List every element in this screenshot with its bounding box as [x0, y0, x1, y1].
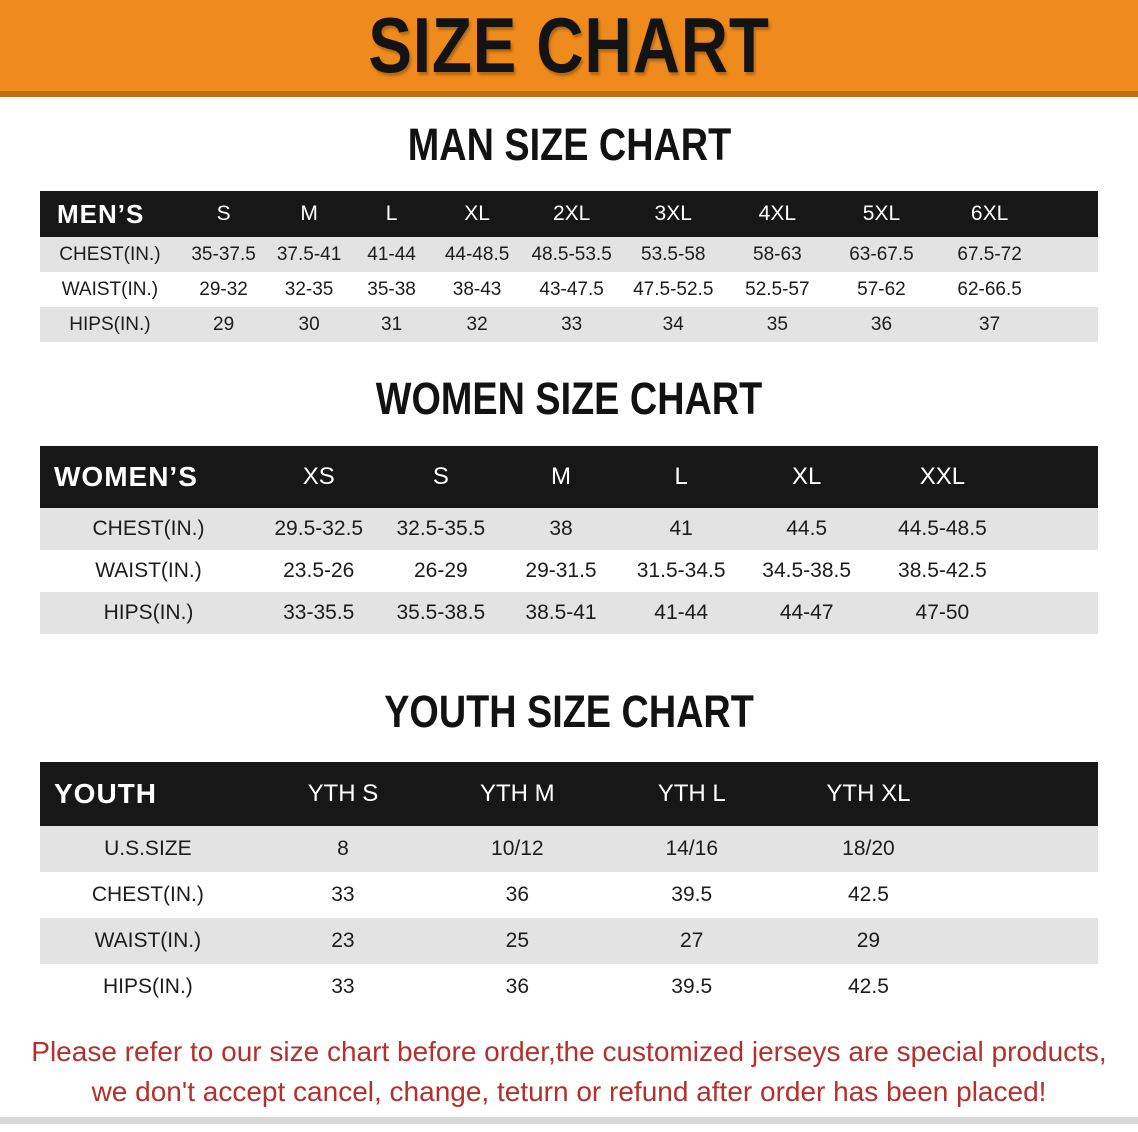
- men-waist-cell: 38-43: [452, 278, 502, 300]
- women-size-header: XS: [302, 463, 335, 490]
- men-chest-cell: 41-44: [367, 243, 416, 265]
- youth-ussize-cell: 8: [337, 837, 349, 860]
- youth-waist-row: [40, 918, 1098, 964]
- men-corner-label: MEN’S: [57, 198, 145, 229]
- women-hips-cell: 38.5-41: [525, 601, 597, 624]
- youth-header-row: [40, 762, 1098, 826]
- women-hips-cell: 35.5-38.5: [396, 601, 486, 624]
- men-size-header: XL: [464, 202, 490, 225]
- men-chest-cell: 67.5-72: [957, 243, 1022, 265]
- men-size-header: 4XL: [758, 202, 797, 225]
- men-size-header: S: [216, 202, 231, 225]
- youth-waist-cell: 29: [856, 929, 881, 952]
- youth-hips-cell: 33: [331, 975, 355, 998]
- men-hips-cell: 34: [662, 313, 684, 335]
- women-hips-row: [40, 592, 1098, 634]
- women-size-header: L: [674, 463, 688, 490]
- men-chest-cell: 48.5-53.5: [531, 243, 612, 265]
- men-waist-cell: 43-47.5: [539, 278, 604, 300]
- disclaimer-line-1: Please refer to our size chart before order,the customized jerseys are special products,: [31, 1036, 1107, 1067]
- women-waist-cell: 38.5-42.5: [898, 559, 987, 582]
- men-hips-cell: 33: [561, 313, 583, 335]
- youth-ussize-cell: 10/12: [491, 837, 544, 860]
- men-waist-cell: 52.5-57: [745, 278, 810, 300]
- row-label: U.S.SIZE: [104, 837, 192, 860]
- youth-hips-cell: 39.5: [671, 975, 713, 998]
- men-waist-cell: 32-35: [284, 278, 334, 300]
- men-hips-cell: 30: [298, 313, 320, 335]
- row-label: CHEST(IN.): [92, 517, 205, 540]
- men-size-table: [40, 191, 1098, 342]
- men-section-title: MAN SIZE CHART: [407, 119, 731, 170]
- youth-size-header: YTH L: [657, 780, 726, 807]
- disclaimer-line-2: we don't accept cancel, change, teturn or refund after order has been placed!: [91, 1076, 1047, 1107]
- women-hips-cell: 41-44: [654, 601, 709, 624]
- women-chest-row: [40, 508, 1098, 550]
- banner-title: SIZE CHART: [368, 1, 770, 89]
- men-size-header: 2XL: [552, 202, 591, 225]
- youth-chest-cell: 39.5: [671, 883, 713, 906]
- men-size-header: 3XL: [654, 202, 692, 225]
- women-hips-cell: 47-50: [915, 601, 970, 624]
- women-size-header: M: [551, 463, 571, 490]
- women-section-title: WOMEN SIZE CHART: [375, 373, 763, 424]
- women-size-table: [40, 446, 1098, 634]
- youth-hips-cell: 36: [505, 975, 529, 998]
- women-size-header: XXL: [919, 463, 966, 490]
- youth-corner-label: YOUTH: [54, 778, 157, 809]
- men-size-header: 5XL: [862, 202, 901, 225]
- men-chest-cell: 63-67.5: [849, 243, 914, 265]
- women-chest-cell: 41: [669, 517, 693, 540]
- youth-chest-row: [40, 872, 1098, 918]
- men-chest-cell: 58-63: [753, 243, 802, 265]
- row-label: HIPS(IN.): [103, 601, 194, 624]
- men-chest-cell: 53.5-58: [641, 243, 706, 265]
- youth-waist-cell: 27: [680, 929, 704, 952]
- youth-hips-row: [40, 964, 1098, 1010]
- men-header-row: [40, 191, 1098, 237]
- youth-size-header: YTH M: [479, 780, 555, 807]
- women-waist-cell: 23.5-26: [283, 559, 355, 582]
- women-waist-cell: 29-31.5: [525, 559, 597, 582]
- men-size-header: L: [385, 202, 398, 225]
- men-hips-cell: 29: [213, 313, 235, 335]
- row-label: CHEST(IN.): [91, 883, 204, 906]
- youth-size-header: YTH S: [307, 780, 379, 807]
- disclaimer-note: [0, 1032, 1138, 1112]
- women-chest-cell: 32.5-35.5: [396, 517, 486, 540]
- women-waist-cell: 26-29: [413, 559, 468, 582]
- women-size-header: XL: [791, 463, 822, 490]
- bottom-divider: [0, 1117, 1138, 1124]
- women-chest-cell: 44.5-48.5: [898, 517, 987, 540]
- women-chest-cell: 44.5: [786, 517, 828, 540]
- size-chart-banner: [0, 0, 1138, 97]
- women-waist-row: [40, 550, 1098, 592]
- youth-ussize-cell: 18/20: [842, 837, 895, 860]
- women-hips-cell: 33-35.5: [283, 601, 355, 624]
- men-chest-cell: 35-37.5: [191, 243, 256, 265]
- men-hips-cell: 31: [381, 313, 403, 335]
- men-waist-cell: 29-32: [199, 278, 248, 300]
- men-hips-cell: 37: [979, 313, 1001, 335]
- row-label: WAIST(IN.): [95, 559, 202, 582]
- youth-chest-cell: 33: [331, 883, 355, 906]
- youth-chest-cell: 42.5: [848, 883, 889, 906]
- women-header-row: [40, 446, 1098, 508]
- men-chest-cell: 37.5-41: [276, 243, 342, 265]
- men-hips-cell: 36: [870, 313, 893, 335]
- men-chest-cell: 44-48.5: [444, 243, 510, 265]
- row-label: HIPS(IN.): [69, 313, 151, 335]
- women-chest-cell: 29.5-32.5: [274, 517, 364, 540]
- men-hips-cell: 32: [466, 313, 488, 335]
- women-waist-cell: 31.5-34.5: [636, 559, 726, 582]
- women-waist-cell: 34.5-38.5: [762, 559, 852, 582]
- youth-section-title: YOUTH SIZE CHART: [384, 686, 754, 737]
- men-chest-row: [40, 237, 1098, 272]
- men-waist-cell: 57-62: [857, 278, 906, 300]
- row-label: WAIST(IN.): [94, 929, 202, 952]
- youth-size-header: YTH XL: [826, 780, 911, 807]
- men-size-header: 6XL: [970, 202, 1009, 225]
- youth-ussize-cell: 14/16: [665, 837, 719, 860]
- women-hips-cell: 44-47: [779, 601, 834, 624]
- youth-ussize-row: [40, 826, 1098, 872]
- youth-size-table: [40, 762, 1098, 1010]
- women-chest-cell: 38: [549, 517, 573, 540]
- men-waist-cell: 47.5-52.5: [633, 278, 714, 300]
- men-size-header: M: [300, 202, 318, 225]
- men-hips-row: [40, 307, 1098, 342]
- row-label: WAIST(IN.): [61, 278, 159, 300]
- women-size-header: S: [432, 463, 449, 490]
- row-label: CHEST(IN.): [59, 243, 161, 265]
- men-waist-row: [40, 272, 1098, 307]
- women-corner-label: WOMEN’S: [54, 461, 198, 492]
- men-waist-cell: 62-66.5: [957, 278, 1022, 300]
- men-waist-cell: 35-38: [367, 278, 416, 300]
- youth-hips-cell: 42.5: [848, 975, 889, 998]
- youth-waist-cell: 25: [505, 929, 529, 952]
- youth-waist-cell: 23: [331, 929, 355, 952]
- youth-chest-cell: 36: [505, 883, 529, 906]
- row-label: HIPS(IN.): [102, 975, 193, 998]
- men-hips-cell: 35: [766, 313, 788, 335]
